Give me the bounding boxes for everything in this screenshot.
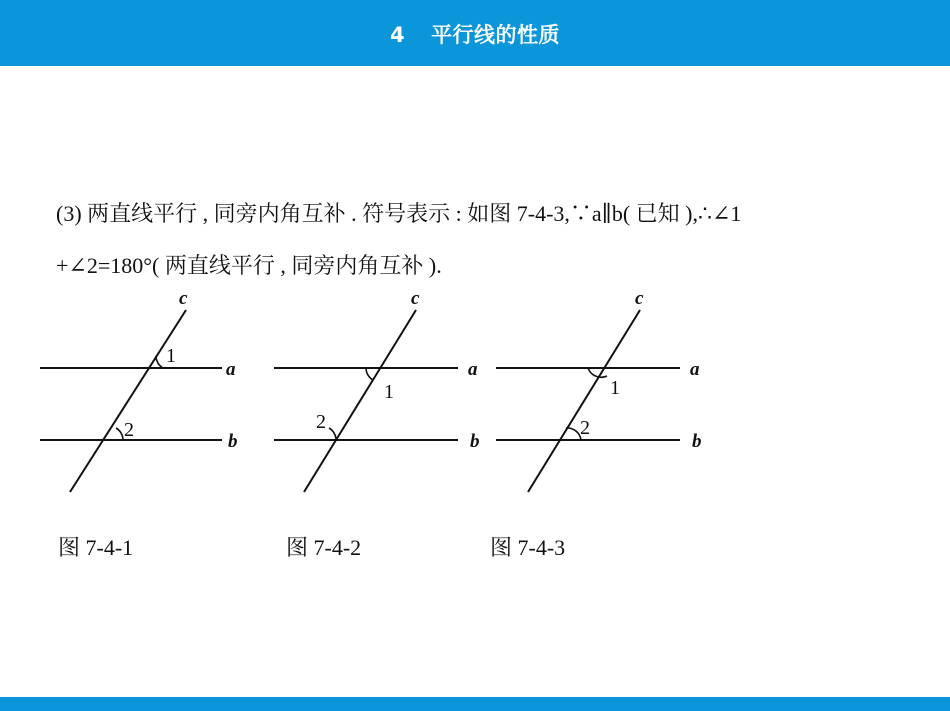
section-number: 4 [389, 23, 406, 47]
label-a: a [226, 359, 236, 380]
angle-1-label: 1 [384, 381, 394, 403]
label-a: a [468, 359, 478, 380]
label-b: b [692, 431, 702, 452]
label-a: a [690, 359, 700, 380]
body-text [56, 188, 896, 292]
angle-2-label: 2 [316, 411, 326, 433]
figure-caption-3: 图 7-4-3 [490, 535, 566, 560]
figure-7-4-2 [272, 288, 487, 496]
angle-2-arc [329, 428, 336, 440]
angle-1-label: 1 [166, 345, 176, 367]
angle-2-label: 2 [580, 417, 590, 439]
figure-caption-2: 图 7-4-2 [286, 535, 362, 560]
label-c: c [411, 288, 420, 309]
figure-caption-1: 图 7-4-1 [58, 535, 134, 560]
figure-7-4-1 [38, 288, 253, 496]
angle-2-arc [116, 428, 123, 440]
label-b: b [228, 431, 238, 452]
line-c [304, 310, 416, 492]
figure-7-4-3 [494, 288, 709, 496]
angle-2-label: 2 [124, 419, 134, 441]
page-title [0, 0, 950, 66]
angle-1-label: 1 [610, 377, 620, 399]
body-line-1: (3) 两直线平行 , 同旁内角互补 . 符号表示 : 如图 7-4-3,∵a∥b( 已知 ),∴∠1 [56, 201, 742, 226]
angle-2-arc [566, 428, 581, 440]
body-line-2: +∠2=180°( 两直线平行 , 同旁内角互补 ). [56, 253, 442, 278]
angle-1-arc [156, 356, 163, 368]
section-title: 平行线的性质 [431, 23, 561, 47]
label-b: b [470, 431, 480, 452]
angle-1-arc [366, 368, 373, 380]
footer-bar [0, 697, 950, 711]
label-c: c [179, 288, 188, 309]
line-c [70, 310, 186, 492]
label-c: c [635, 288, 644, 309]
line-c [528, 310, 640, 492]
